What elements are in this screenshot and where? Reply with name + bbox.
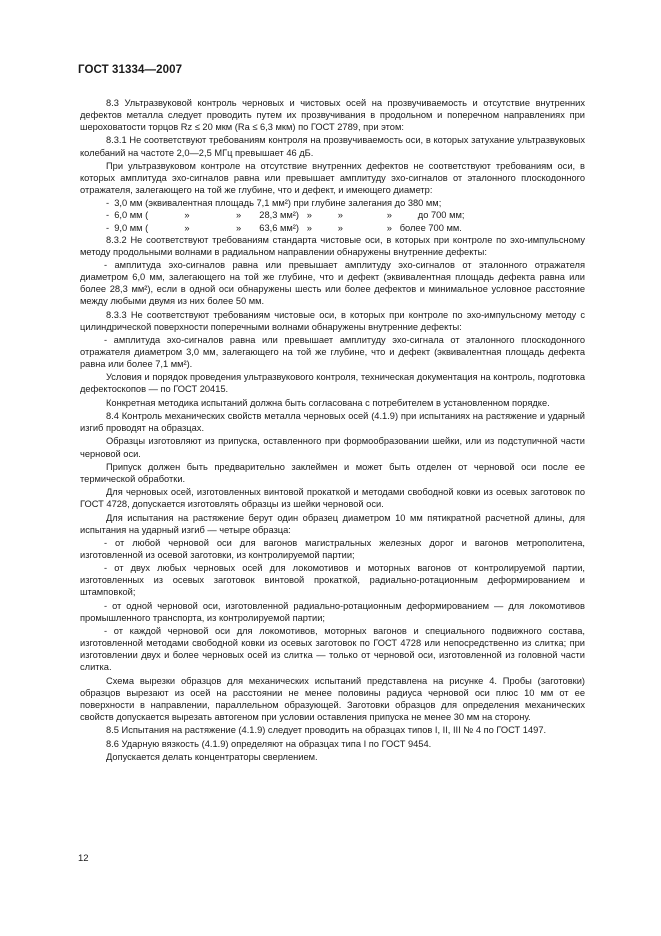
- list-item: - от двух любых черновых осей для локомотивов и моторных вагонов от контролируемой партии, изготовленных из осевых заготовок винтовой прокаткой, радиально-ротационным деформированием и штамповкой;: [80, 563, 585, 598]
- paragraph: 8.3.2 Не соответствуют требованиям стандарта чистовые оси, в которых при контроле по эхо-импульсному методу продольными волнами в радиальном направлении обнаружены внутренние дефекты:: [80, 234, 585, 257]
- paragraph: 8.3.1 Не соответствуют требованиям контроля на прозвучиваемость оси, в которых затухание ультразвуковых колебаний на частоте 2,0—2,5 МГц превышает 46 дБ.: [80, 135, 585, 158]
- diameter-list-row: - 6,0 мм ( » » 28,3 мм²) » » » до 700 мм;: [106, 210, 465, 221]
- document-header: ГОСТ 31334—2007: [78, 64, 183, 76]
- list-item: - от одной черновой оси, изготовленной радиально-ротационным деформированием — для локомотивов промышленного транспорта, из контролируемой партии;: [80, 600, 585, 623]
- paragraph: 8.6 Ударную вязкость (4.1.9) определяют на образцах типа I по ГОСТ 9454.: [106, 738, 432, 749]
- paragraph: Припуск должен быть предварительно заклеймен и может быть отделен от черновой оси после ее термической обработки.: [80, 461, 585, 484]
- list-item: - амплитуда эхо-сигналов равна или превышает амплитуду эхо-сигналов от эталонного отражателя диаметром 6,0 мм, залегающего на той же глубине, что и дефект (эквивалентная площадь дефекта равна или более 28,3 мм²), если в одной оси обнаружены шесть или более дефектов и минимальное условное расстояние между любыми двумя из них более 50 мм.: [80, 259, 585, 307]
- paragraph: Конкретная методика испытаний должна быть согласована с потребителем в установленном порядке.: [106, 397, 550, 408]
- paragraph: 8.4 Контроль механических свойств металла черновых осей (4.1.9) при испытаниях на растяжение и ударный изгиб проводят на образцах.: [80, 411, 585, 434]
- paragraph: Условия и порядок проведения ультразвукового контроля, техническая документация на контроль, подготовка дефектоскопов — по ГОСТ 20415.: [80, 372, 585, 395]
- paragraph: Для черновых осей, изготовленных винтовой прокаткой и методами свободной ковки из осевых заготовок по ГОСТ 4728, допускается изготовлять образцы из шейки черновой оси.: [80, 487, 585, 510]
- document-body: [80, 97, 585, 764]
- list-item: - амплитуда эхо-сигналов равна или превышает амплитуду эхо-сигнала от эталонного плоскодонного отражателя диаметром 3,0 мм, залегающего на той же глубине, что и дефект (эквивалентная площадь дефекта равна или более 7,1 мм²).: [80, 334, 585, 370]
- diameter-list-row: - 3,0 мм (эквивалентная площадь 7,1 мм²) при глубине залегания до 380 мм;: [106, 198, 442, 209]
- paragraph: 8.3.3 Не соответствуют требованиям чистовые оси, в которых при контроле по эхо-импульсному методу с цилиндрической поверхности поперечными волнами обнаружены внутренние дефекты:: [80, 309, 585, 332]
- list-item: - от любой черновой оси для вагонов магистральных железных дорог и вагонов метрополитена, изготовленной из осевой заготовки, из контролируемой партии;: [80, 537, 585, 560]
- diameter-list-row: - 9,0 мм ( » » 63,6 мм²) » » » более 700 мм.: [106, 222, 462, 233]
- paragraph: Для испытания на растяжение берут один образец диаметром 10 мм пятикратной расчетной длины, для испытания на ударный изгиб — четыре образца:: [80, 512, 585, 535]
- paragraph: Допускается делать концентраторы сверлением.: [106, 751, 318, 762]
- paragraph: Схема вырезки образцов для механических испытаний представлена на рисунке 4. Пробы (заготовки) образцов вырезают из осей на расстоянии не менее половины радиуса черновой оси плюс 10 мм от ее поверхности в направлении, параллельном образующей. Заготовки образцов для определения механических свойств допускается вырезать автогеном при условии оставления припуска не менее 30 мм на сторону.: [80, 675, 585, 722]
- paragraph: Образцы изготовляют из припуска, оставленного при формообразовании шейки, или из подступичной части черновой оси.: [80, 436, 585, 459]
- paragraph: 8.3 Ультразвуковой контроль черновых и чистовых осей на прозвучиваемость и отсутствие внутренних дефектов металла следует проводить путем их прозвучивания в продольном и поперечном направлениях при шероховатости торцов Rz ≤ 20 мкм (Ra ≤ 6,3 мкм) по ГОСТ 2789, при этом:: [80, 98, 585, 133]
- list-item: - от каждой черновой оси для локомотивов, моторных вагонов и специального подвижного состава, изготовленной методами свободной ковки из осевых заготовок по ГОСТ 4728 или непосредственно из слитка; при изготовлении двух и более черновых осей из слитка — только от черновой оси, изготовленной из головной части слитка.: [80, 626, 585, 673]
- paragraph: 8.5 Испытания на растяжение (4.1.9) следует проводить на образцах типов I, II, III № 4 по ГОСТ 1497.: [106, 725, 547, 736]
- paragraph: При ультразвуковом контроле на отсутствие внутренних дефектов не соответствуют требованиям оси, в которых амплитуда эхо-сигналов равна или превышает амплитуду эхо-сигналов от эталонного плоскодонного отражателя, залегающего на той же глубине, что и дефект, и имеющего диаметр:: [80, 160, 585, 196]
- page-number: 12: [78, 853, 89, 864]
